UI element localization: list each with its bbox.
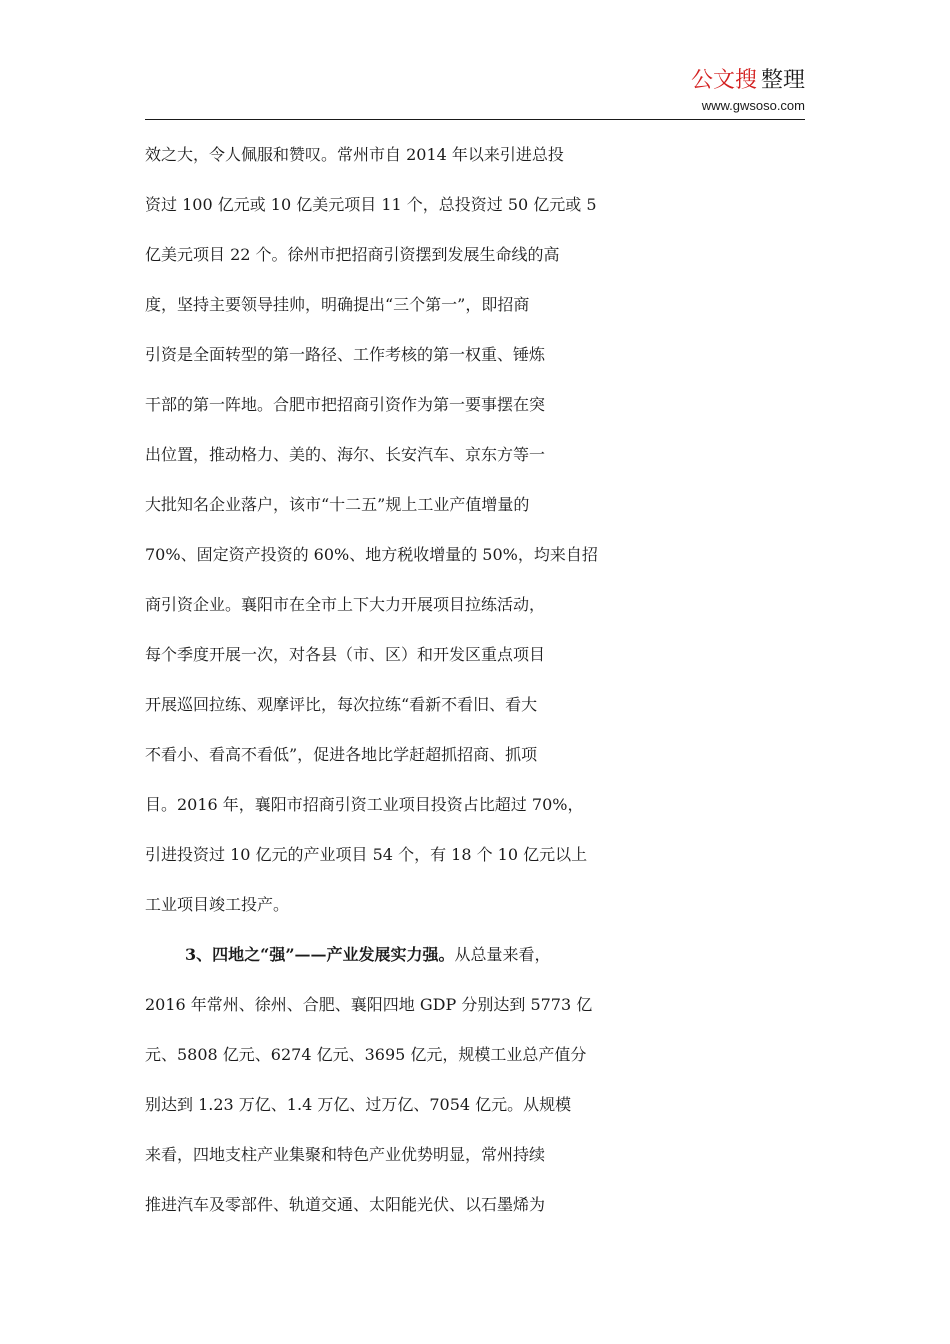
paragraph-line: 每个季度开展一次，对各县（市、区）和开发区重点项目 xyxy=(145,645,546,664)
section-heading-line xyxy=(145,930,825,980)
site-logo xyxy=(691,68,805,94)
header-divider xyxy=(145,119,805,120)
section-heading: 3、四地之“强”——产业发展实力强。 xyxy=(185,945,455,964)
paragraph-line: 目。2016 年，襄阳市招商引资工业项目投资占比超过 70%， xyxy=(145,795,584,814)
logo-brand-text: 公文搜 xyxy=(690,68,757,93)
paragraph-line: 效之大，令人佩服和赞叹。常州市自 2014 年以来引进总投 xyxy=(145,145,564,164)
paragraph-line: 引资是全面转型的第一路径、工作考核的第一权重、锤炼 xyxy=(145,345,546,364)
document-body xyxy=(145,130,825,1230)
paragraph-line: 元、5808 亿元、6274 亿元、3695 亿元，规模工业总产值分 xyxy=(145,1045,587,1064)
paragraph-line: 大批知名企业落户，该市“十二五”规上工业产值增量的 xyxy=(145,495,530,514)
paragraph-line: 别达到 1.23 万亿、1.4 万亿、过万亿、7054 亿元。从规模 xyxy=(145,1095,572,1114)
paragraph-line: 工业项目竣工投产。 xyxy=(145,895,290,914)
logo-suffix-text: 整理 xyxy=(760,68,805,93)
site-url: www.gwsoso.com xyxy=(701,98,805,113)
paragraph-line: 不看小、看高不看低”，促进各地比学赶超抓招商、抓项 xyxy=(145,745,538,764)
paragraph-line: 推进汽车及零部件、轨道交通、太阳能光伏、以石墨烯为 xyxy=(145,1195,546,1214)
paragraph-line: 干部的第一阵地。合肥市把招商引资作为第一要事摆在突 xyxy=(145,395,546,414)
section-heading-continuation: 从总量来看， xyxy=(454,945,551,964)
paragraph-line: 引进投资过 10 亿元的产业项目 54 个，有 18 个 10 亿元以上 xyxy=(145,845,588,864)
paragraph-line: 资过 100 亿元或 10 亿美元项目 11 个，总投资过 50 亿元或 5 xyxy=(145,195,597,214)
paragraph-line: 出位置，推动格力、美的、海尔、长安汽车、京东方等一 xyxy=(145,445,546,464)
paragraph-line: 亿美元项目 22 个。徐州市把招商引资摆到发展生命线的高 xyxy=(145,245,560,264)
paragraph-line: 来看，四地支柱产业集聚和特色产业优势明显，常州持续 xyxy=(145,1145,546,1164)
paragraph-line: 度，坚持主要领导挂帅，明确提出“三个第一”，即招商 xyxy=(145,295,530,314)
paragraph-line: 开展巡回拉练、观摩评比，每次拉练“看新不看旧、看大 xyxy=(145,695,538,714)
paragraph-line: 2016 年常州、徐州、合肥、襄阳四地 GDP 分别达到 5773 亿 xyxy=(145,995,593,1014)
paragraph-line: 70%、固定资产投资的 60%、地方税收增量的 50%，均来自招 xyxy=(145,545,598,564)
page-header xyxy=(0,0,950,125)
paragraph-line: 商引资企业。襄阳市在全市上下大力开展项目拉练活动， xyxy=(145,595,546,614)
